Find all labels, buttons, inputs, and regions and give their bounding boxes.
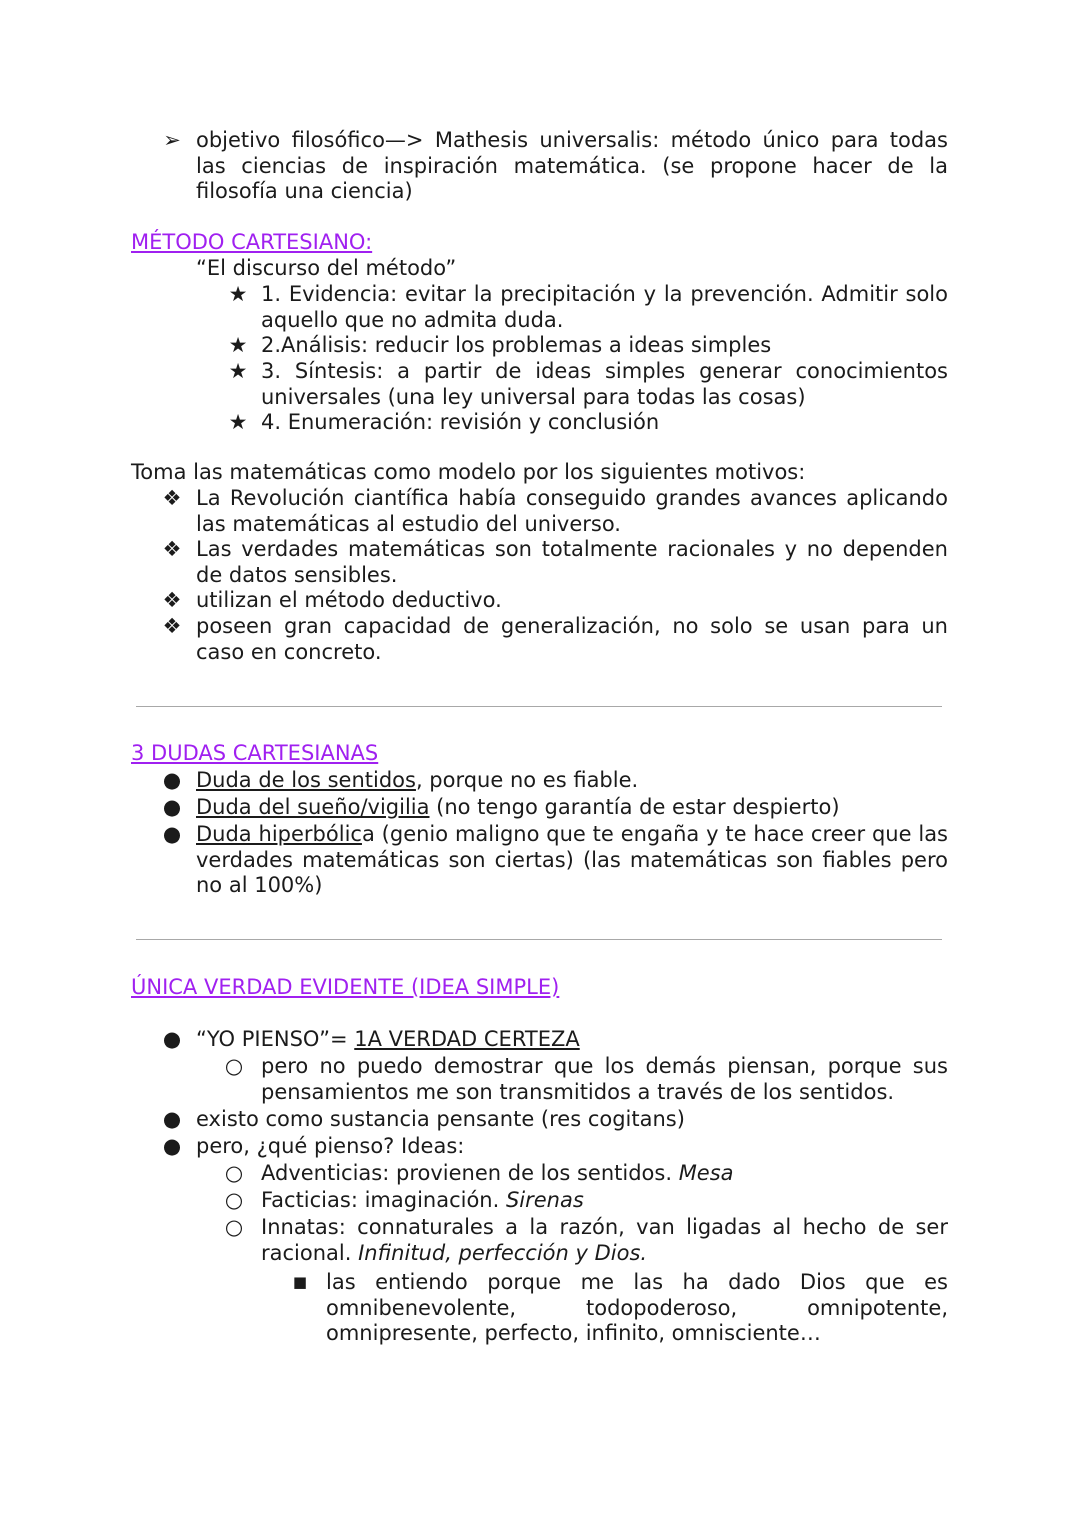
dot-bullet-icon: ● [162,1107,182,1131]
intro-text: objetivo filosófico—> Mathesis universalis: método único para todas las ciencias de inspiración matemática. (se propone hacer de la filosofía una ciencia) [196,128,948,204]
duda-detail: (no tengo garantía de estar despierto) [429,795,840,819]
diamond-bullet-icon: ❖ [162,486,182,510]
star-bullet-icon: ★ [228,410,248,434]
duda-item [196,795,948,821]
idea-example: Infinitud, perfección y Dios. [358,1240,648,1265]
dot-bullet-icon: ● [162,822,182,846]
yo-pienso-label: “YO PIENSO”= [196,1027,355,1051]
circle-bullet-icon: ○ [224,1161,244,1185]
metodo-subtitle: “El discurso del método” [196,256,457,280]
diamond-bullet-icon: ❖ [162,537,182,561]
dudas-heading: 3 DUDAS CARTESIANAS [131,741,379,765]
pienso-item: pero, ¿qué pienso? Ideas: [196,1134,465,1158]
dot-bullet-icon: ● [162,1027,182,1051]
section-divider [136,939,942,940]
metodo-heading: MÉTODO CARTESIANO: [131,230,373,254]
duda-title: Duda del sueño/vigilia [196,795,430,819]
dot-bullet-icon: ● [162,795,182,819]
circle-bullet-icon: ○ [224,1054,244,1078]
dot-bullet-icon: ● [162,1134,182,1158]
idea-item [261,1215,948,1266]
yo-pienso-item [196,1027,948,1053]
reason-item: La Revolución ciantífica había conseguido grandes avances aplicando las matemáticas al estudio del universo. [196,486,948,536]
square-bullet-icon: ■ [292,1273,308,1291]
reason-item: Las verdades matemáticas son totalmente racionales y no dependen de datos sensibles. [196,537,948,587]
reasons-intro: Toma las matemáticas como modelo por los siguientes motivos: [131,460,806,484]
duda-item [196,768,948,794]
diamond-bullet-icon: ❖ [162,588,182,612]
duda-item [196,822,948,899]
idea-example: Sirenas [505,1188,584,1212]
yo-pienso-subitem: pero no puedo demostrar que los demás piensan, porque sus pensamientos me son transmitidos a través de los sentidos. [261,1054,948,1104]
arrowhead-bullet-icon: ➢ [163,128,181,152]
idea-text: Facticias: imaginación. [261,1188,506,1212]
metodo-step: 2.Análisis: reducir los problemas a ideas simples [261,333,772,357]
section-divider [136,706,942,707]
duda-title: Duda hiperbólic [196,822,362,846]
circle-bullet-icon: ○ [224,1215,244,1239]
star-bullet-icon: ★ [228,282,248,306]
existo-item: existo como sustancia pensante (res cogitans) [196,1107,685,1131]
idea-item [261,1161,948,1187]
circle-bullet-icon: ○ [224,1188,244,1212]
idea-text: Adventicias: provienen de los sentidos. [261,1161,679,1185]
yo-pienso-certeza: 1A VERDAD CERTEZA [354,1027,580,1051]
dios-item: las entiendo porque me las ha dado Dios que es omnibenevolente, todopoderoso, omnipotente, omnipresente, perfecto, infinito, omnisciente… [326,1270,948,1346]
reason-item: utilizan el método deductivo. [196,588,502,612]
idea-example: Mesa [678,1161,734,1185]
verdad-heading: ÚNICA VERDAD EVIDENTE (IDEA SIMPLE) [131,975,560,999]
metodo-step: 3. Síntesis: a partir de ideas simples generar conocimientos universales (una ley universal para todas las cosas) [261,359,948,409]
dot-bullet-icon: ● [162,768,182,792]
duda-title: Duda de los sentidos [196,768,416,792]
duda-detail: a (genio maligno que te engaña y te hace creer que las verdades matemáticas son ciertas) (las matemáticas son fiables pero no al 100%) [196,822,948,898]
idea-item [261,1188,948,1214]
star-bullet-icon: ★ [228,333,248,357]
diamond-bullet-icon: ❖ [162,614,182,638]
metodo-step: 1. Evidencia: evitar la precipitación y la prevención. Admitir solo aquello que no admita duda. [261,282,948,332]
metodo-step: 4. Enumeración: revisión y conclusión [261,410,660,434]
idea-text: Innatas: connaturales a la razón, van ligadas al hecho de ser racional. [261,1215,948,1265]
duda-detail: , porque no es fiable. [415,768,639,792]
star-bullet-icon: ★ [228,359,248,383]
reason-item: poseen gran capacidad de generalización, no solo se usan para un caso en concreto. [196,614,948,664]
